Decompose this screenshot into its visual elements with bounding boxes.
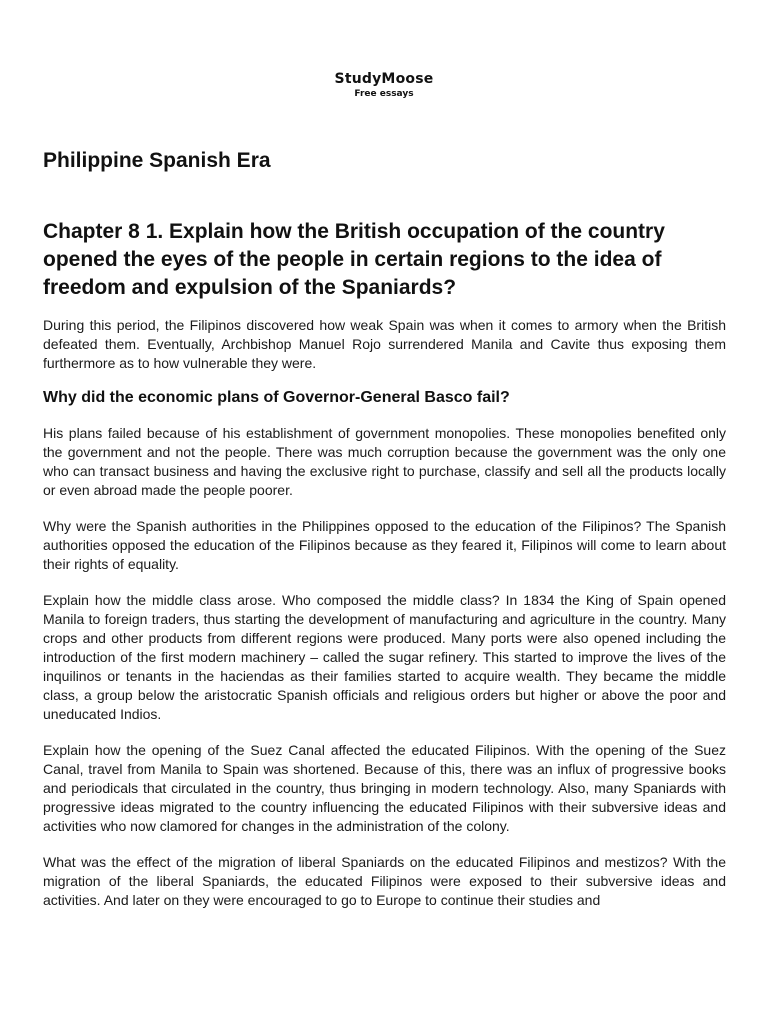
- document-title: Philippine Spanish Era: [43, 149, 271, 172]
- brand-logo[interactable]: StudyMoose: [334, 71, 434, 87]
- brand-tagline: Free essays: [354, 89, 414, 99]
- document-body: [43, 146, 726, 910]
- paragraph-basco-monopolies: His plans failed because of his establishment of government monopolies. These monopolies benefited only the government and not the people. There was much corruption because the government was the only one who can transact business and having the exclusive right to purchase, classify and sell all the products locally or even abroad made the people poorer.: [43, 425, 726, 498]
- paragraph-british-occupation: During this period, the Filipinos discovered how weak Spain was when it comes to armory when the British defeated them. Eventually, Archbishop Manuel Rojo surrendered Manila and Cavite thus exposing them furthermore as to how vulnerable they were.: [43, 317, 726, 371]
- site-header: [0, 70, 768, 100]
- paragraph-liberal-spaniards: What was the effect of the migration of liberal Spaniards on the educated Filipinos and mestizos? With the migration of the liberal Spaniards, the educated Filipinos were exposed to their subversive ideas and activities. And later on they were encouraged to go to Europe to continue their studies and: [43, 854, 726, 908]
- paragraph-suez-canal: Explain how the opening of the Suez Canal affected the educated Filipinos. With the opening of the Suez Canal, travel from Manila to Spain was shortened. Because of this, there was an influx of progressive books and periodicals that circulated in the country, thus bringing in modern technology. Also, many Spaniards with progressive ideas migrated to the country influencing the educated Filipinos with their subversive ideas and activities who now clamored for changes in the administration of the colony.: [43, 742, 726, 834]
- section-heading-basco: Why did the economic plans of Governor-General Basco fail?: [43, 389, 510, 406]
- paragraph-middle-class: Explain how the middle class arose. Who composed the middle class? In 1834 the King of Spain opened Manila to foreign traders, thus starting the development of manufacturing and agriculture in the country. Many crops and other products from different regions were produced. Many ports were also opened including the introduction of the first modern machinery – called the sugar refinery. This started to improve the lives of the inquilinos or tenants in the haciendas as their families started to acquire wealth. They became the middle class, a group below the aristocratic Spanish officials and religious orders but higher or above the poor and uneducated Indios.: [43, 592, 726, 722]
- paragraph-education-opposition: Why were the Spanish authorities in the Philippines opposed to the education of the Filipinos? The Spanish authorities opposed the education of the Filipinos because as they feared it, Filipinos will come to learn about their rights of equality.: [43, 518, 726, 572]
- chapter-heading: Chapter 8 1. Explain how the British occupation of the country opened the eyes of the people in certain regions to the idea of freedom and expulsion of the Spaniards?: [43, 220, 665, 299]
